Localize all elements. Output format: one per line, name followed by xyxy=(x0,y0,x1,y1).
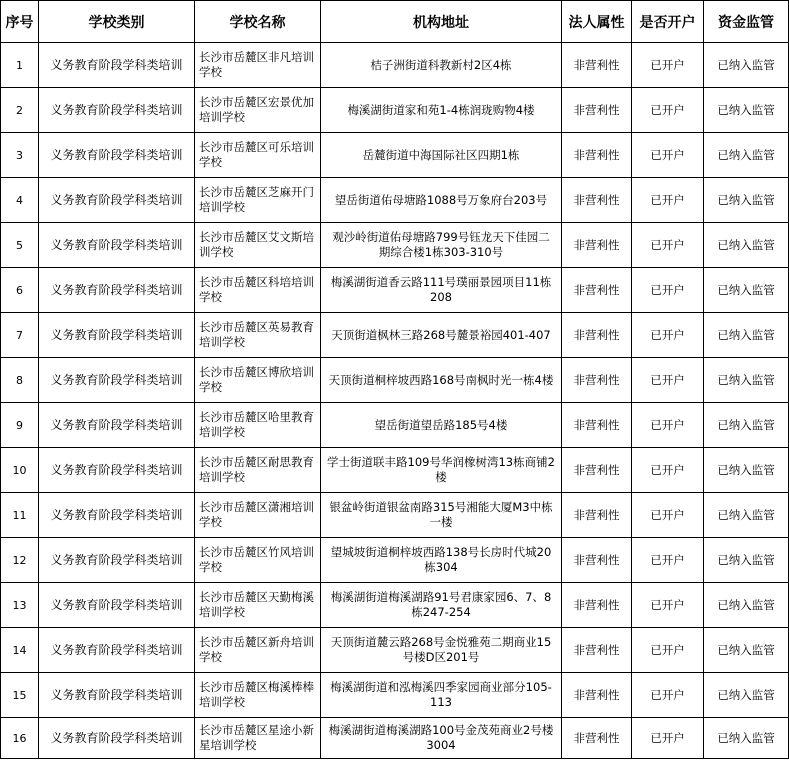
cell-account-opened: 已开户 xyxy=(632,178,704,223)
cell-fund-supervision: 已纳入监管 xyxy=(704,313,789,358)
table-row xyxy=(1,133,789,178)
cell-school-name: 长沙市岳麓区哈里教育培训学校 xyxy=(195,403,321,448)
cell-address: 学士街道联丰路109号华润橡树湾13栋商铺2楼 xyxy=(321,448,562,493)
cell-school-name: 长沙市岳麓区英易教育培训学校 xyxy=(195,313,321,358)
cell-serial-number: 5 xyxy=(1,223,39,268)
cell-address: 观沙岭街道佑母塘路799号钰龙天下佳园二期综合楼1栋303-310号 xyxy=(321,223,562,268)
cell-serial-number: 2 xyxy=(1,88,39,133)
cell-school-name: 长沙市岳麓区艾文斯培训学校 xyxy=(195,223,321,268)
cell-legal-nature: 非营利性 xyxy=(562,223,632,268)
cell-account-opened: 已开户 xyxy=(632,133,704,178)
cell-school-category: 义务教育阶段学科类培训 xyxy=(39,88,195,133)
cell-address: 梅溪湖街道家和苑1-4栋润珑购物4楼 xyxy=(321,88,562,133)
cell-fund-supervision: 已纳入监管 xyxy=(704,268,789,313)
cell-legal-nature: 非营利性 xyxy=(562,718,632,759)
cell-school-category: 义务教育阶段学科类培训 xyxy=(39,628,195,673)
cell-school-category: 义务教育阶段学科类培训 xyxy=(39,448,195,493)
cell-fund-supervision: 已纳入监管 xyxy=(704,43,789,88)
cell-fund-supervision: 已纳入监管 xyxy=(704,493,789,538)
cell-address: 天顶街道枫林三路268号麓景裕园401-407 xyxy=(321,313,562,358)
cell-serial-number: 9 xyxy=(1,403,39,448)
cell-school-name: 长沙市岳麓区宏景优加培训学校 xyxy=(195,88,321,133)
cell-account-opened: 已开户 xyxy=(632,493,704,538)
table-row xyxy=(1,313,789,358)
cell-school-category: 义务教育阶段学科类培训 xyxy=(39,358,195,403)
table-row xyxy=(1,718,789,759)
cell-serial-number: 14 xyxy=(1,628,39,673)
cell-legal-nature: 非营利性 xyxy=(562,403,632,448)
table-row xyxy=(1,493,789,538)
cell-school-category: 义务教育阶段学科类培训 xyxy=(39,133,195,178)
cell-fund-supervision: 已纳入监管 xyxy=(704,673,789,718)
cell-legal-nature: 非营利性 xyxy=(562,133,632,178)
cell-account-opened: 已开户 xyxy=(632,718,704,759)
table-row xyxy=(1,178,789,223)
cell-school-category: 义务教育阶段学科类培训 xyxy=(39,718,195,759)
cell-school-name: 长沙市岳麓区星途小新星培训学校 xyxy=(195,718,321,759)
cell-address: 桔子洲街道科教新村2区4栋 xyxy=(321,43,562,88)
header-account-opened: 是否开户 xyxy=(632,1,704,43)
cell-legal-nature: 非营利性 xyxy=(562,358,632,403)
cell-fund-supervision: 已纳入监管 xyxy=(704,178,789,223)
table-row xyxy=(1,448,789,493)
cell-legal-nature: 非营利性 xyxy=(562,628,632,673)
cell-address: 梅溪湖街道和泓梅溪四季家园商业部分105-113 xyxy=(321,673,562,718)
header-serial-number: 序号 xyxy=(1,1,39,43)
cell-legal-nature: 非营利性 xyxy=(562,268,632,313)
cell-serial-number: 7 xyxy=(1,313,39,358)
cell-serial-number: 11 xyxy=(1,493,39,538)
cell-address: 望城坡街道桐梓坡西路138号长房时代城20栋304 xyxy=(321,538,562,583)
cell-legal-nature: 非营利性 xyxy=(562,538,632,583)
cell-serial-number: 6 xyxy=(1,268,39,313)
cell-account-opened: 已开户 xyxy=(632,43,704,88)
cell-school-category: 义务教育阶段学科类培训 xyxy=(39,178,195,223)
cell-school-name: 长沙市岳麓区竹风培训学校 xyxy=(195,538,321,583)
table-row xyxy=(1,358,789,403)
cell-fund-supervision: 已纳入监管 xyxy=(704,133,789,178)
cell-address: 天顶街道桐梓坡西路168号南枫时光一栋4楼 xyxy=(321,358,562,403)
cell-school-category: 义务教育阶段学科类培训 xyxy=(39,673,195,718)
cell-fund-supervision: 已纳入监管 xyxy=(704,403,789,448)
cell-legal-nature: 非营利性 xyxy=(562,313,632,358)
table-row xyxy=(1,403,789,448)
header-address: 机构地址 xyxy=(321,1,562,43)
cell-fund-supervision: 已纳入监管 xyxy=(704,88,789,133)
cell-legal-nature: 非营利性 xyxy=(562,673,632,718)
cell-address: 梅溪湖街道香云路111号璞丽景园项目11栋208 xyxy=(321,268,562,313)
cell-fund-supervision: 已纳入监管 xyxy=(704,538,789,583)
cell-address: 梅溪湖街道梅溪湖路100号金茂苑商业2号楼3004 xyxy=(321,718,562,759)
cell-school-name: 长沙市岳麓区芝麻开门培训学校 xyxy=(195,178,321,223)
cell-legal-nature: 非营利性 xyxy=(562,178,632,223)
table-row xyxy=(1,628,789,673)
cell-account-opened: 已开户 xyxy=(632,223,704,268)
cell-school-name: 长沙市岳麓区非凡培训学校 xyxy=(195,43,321,88)
cell-account-opened: 已开户 xyxy=(632,538,704,583)
cell-address: 望岳街道佑母塘路1088号万象府台203号 xyxy=(321,178,562,223)
cell-serial-number: 16 xyxy=(1,718,39,759)
cell-legal-nature: 非营利性 xyxy=(562,493,632,538)
cell-serial-number: 13 xyxy=(1,583,39,628)
cell-serial-number: 12 xyxy=(1,538,39,583)
cell-serial-number: 10 xyxy=(1,448,39,493)
cell-address: 岳麓街道中海国际社区四期1栋 xyxy=(321,133,562,178)
cell-school-name: 长沙市岳麓区新舟培训学校 xyxy=(195,628,321,673)
header-row xyxy=(1,1,789,43)
cell-fund-supervision: 已纳入监管 xyxy=(704,448,789,493)
cell-account-opened: 已开户 xyxy=(632,628,704,673)
cell-school-category: 义务教育阶段学科类培训 xyxy=(39,583,195,628)
cell-account-opened: 已开户 xyxy=(632,268,704,313)
cell-school-name: 长沙市岳麓区天勤梅溪培训学校 xyxy=(195,583,321,628)
header-school-category: 学校类别 xyxy=(39,1,195,43)
table-row xyxy=(1,88,789,133)
cell-address: 望岳街道望岳路185号4楼 xyxy=(321,403,562,448)
table-row xyxy=(1,268,789,313)
cell-fund-supervision: 已纳入监管 xyxy=(704,628,789,673)
cell-legal-nature: 非营利性 xyxy=(562,43,632,88)
cell-school-category: 义务教育阶段学科类培训 xyxy=(39,268,195,313)
header-legal-nature: 法人属性 xyxy=(562,1,632,43)
cell-account-opened: 已开户 xyxy=(632,403,704,448)
cell-school-name: 长沙市岳麓区博欣培训学校 xyxy=(195,358,321,403)
table-row xyxy=(1,538,789,583)
cell-serial-number: 8 xyxy=(1,358,39,403)
table-row xyxy=(1,223,789,268)
cell-school-name: 长沙市岳麓区耐思教育培训学校 xyxy=(195,448,321,493)
header-fund-supervision: 资金监管 xyxy=(704,1,789,43)
cell-account-opened: 已开户 xyxy=(632,313,704,358)
cell-school-name: 长沙市岳麓区可乐培训学校 xyxy=(195,133,321,178)
cell-fund-supervision: 已纳入监管 xyxy=(704,223,789,268)
cell-school-category: 义务教育阶段学科类培训 xyxy=(39,403,195,448)
cell-fund-supervision: 已纳入监管 xyxy=(704,358,789,403)
cell-account-opened: 已开户 xyxy=(632,88,704,133)
cell-serial-number: 4 xyxy=(1,178,39,223)
table-row xyxy=(1,583,789,628)
table-row xyxy=(1,43,789,88)
cell-school-category: 义务教育阶段学科类培训 xyxy=(39,223,195,268)
cell-school-category: 义务教育阶段学科类培训 xyxy=(39,313,195,358)
cell-legal-nature: 非营利性 xyxy=(562,583,632,628)
cell-school-category: 义务教育阶段学科类培训 xyxy=(39,493,195,538)
cell-serial-number: 3 xyxy=(1,133,39,178)
cell-school-category: 义务教育阶段学科类培训 xyxy=(39,538,195,583)
table-row xyxy=(1,673,789,718)
cell-account-opened: 已开户 xyxy=(632,673,704,718)
cell-fund-supervision: 已纳入监管 xyxy=(704,583,789,628)
cell-fund-supervision: 已纳入监管 xyxy=(704,718,789,759)
cell-school-category: 义务教育阶段学科类培训 xyxy=(39,43,195,88)
cell-school-name: 长沙市岳麓区梅溪棒棒培训学校 xyxy=(195,673,321,718)
cell-account-opened: 已开户 xyxy=(632,583,704,628)
cell-address: 天顶街道麓云路268号金悦雅苑二期商业15号楼D区201号 xyxy=(321,628,562,673)
cell-address: 银盆岭街道银盆南路315号湘能大厦M3中栋一楼 xyxy=(321,493,562,538)
cell-school-name: 长沙市岳麓区科培培训学校 xyxy=(195,268,321,313)
cell-account-opened: 已开户 xyxy=(632,358,704,403)
cell-serial-number: 1 xyxy=(1,43,39,88)
cell-legal-nature: 非营利性 xyxy=(562,88,632,133)
cell-account-opened: 已开户 xyxy=(632,448,704,493)
cell-legal-nature: 非营利性 xyxy=(562,448,632,493)
cell-serial-number: 15 xyxy=(1,673,39,718)
cell-address: 梅溪湖街道梅溪湖路91号君康家园6、7、8栋247-254 xyxy=(321,583,562,628)
header-school-name: 学校名称 xyxy=(195,1,321,43)
cell-school-name: 长沙市岳麓区潇湘培训学校 xyxy=(195,493,321,538)
